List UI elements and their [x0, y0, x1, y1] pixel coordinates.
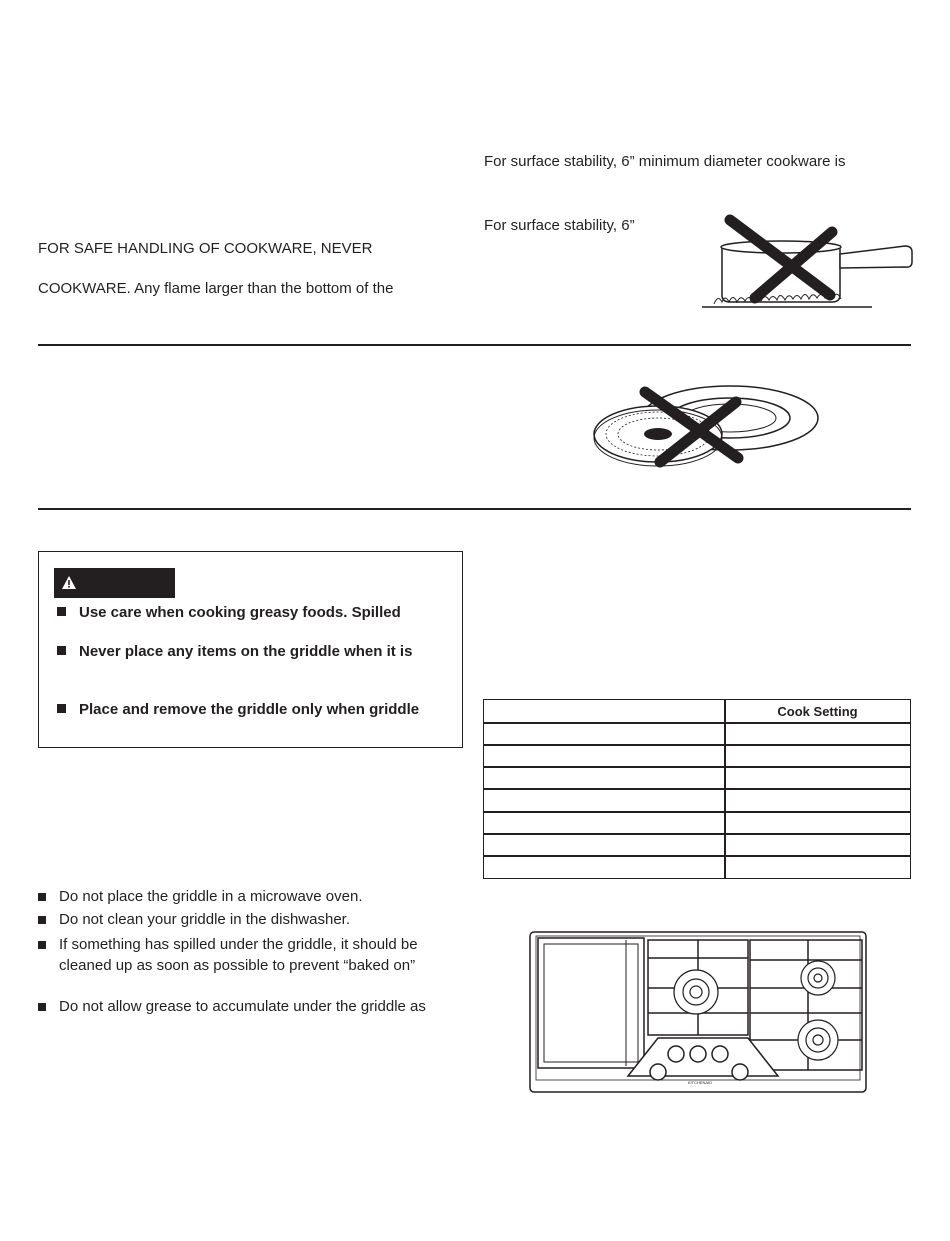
safe-handling-line-1: FOR SAFE HANDLING OF COOKWARE, NEVER — [38, 240, 373, 257]
safe-handling-line-2: COOKWARE. Any flame larger than the bottom of the — [38, 280, 394, 297]
crossed-out-wok-ring-illustration — [590, 380, 822, 470]
warning-item: Place and remove the griddle only when griddle — [57, 701, 419, 719]
cook-setting-table — [483, 699, 911, 879]
bullet-square-icon — [57, 704, 66, 713]
list-item: Do not allow grease to accumulate under the griddle as — [38, 996, 468, 1017]
table-row — [484, 722, 910, 724]
stability-text-line-1: For surface stability, 6” minimum diameter cookware is — [484, 153, 846, 170]
bullet-square-icon — [38, 893, 46, 901]
list-item: Do not clean your griddle in the dishwasher. — [38, 909, 468, 930]
table-row — [484, 788, 910, 790]
list-item: If something has spilled under the griddle, it should be cleaned up as soon as possible to prevent “baked on” — [38, 934, 468, 976]
warning-box — [38, 551, 463, 748]
cook-setting-header: Cook Setting — [777, 704, 858, 719]
table-row — [484, 833, 910, 835]
table-row — [484, 766, 910, 768]
stability-text-line-2: For surface stability, 6” — [484, 217, 635, 234]
bullet-square-icon — [57, 607, 66, 616]
table-row — [484, 744, 910, 746]
list-item: Do not place the griddle in a microwave oven. — [38, 886, 468, 907]
bullet-square-icon — [57, 646, 66, 655]
bullet-square-icon — [38, 1003, 46, 1011]
table-row — [484, 855, 910, 857]
section-divider-2 — [38, 508, 911, 510]
cooktop-with-griddle-illustration — [528, 928, 870, 1096]
cooktop-brand-logo: KITCHENAID — [687, 1080, 713, 1085]
bullet-square-icon — [38, 916, 46, 924]
crossed-out-pot-illustration — [700, 210, 915, 315]
table-row — [484, 811, 910, 813]
section-divider-1 — [38, 344, 911, 346]
warning-item: Never place any items on the griddle when it is — [57, 643, 412, 661]
warning-item: Use care when cooking greasy foods. Spilled — [57, 604, 401, 622]
warning-triangle-icon — [62, 576, 76, 589]
bullet-square-icon — [38, 941, 46, 949]
warning-label — [54, 568, 175, 598]
